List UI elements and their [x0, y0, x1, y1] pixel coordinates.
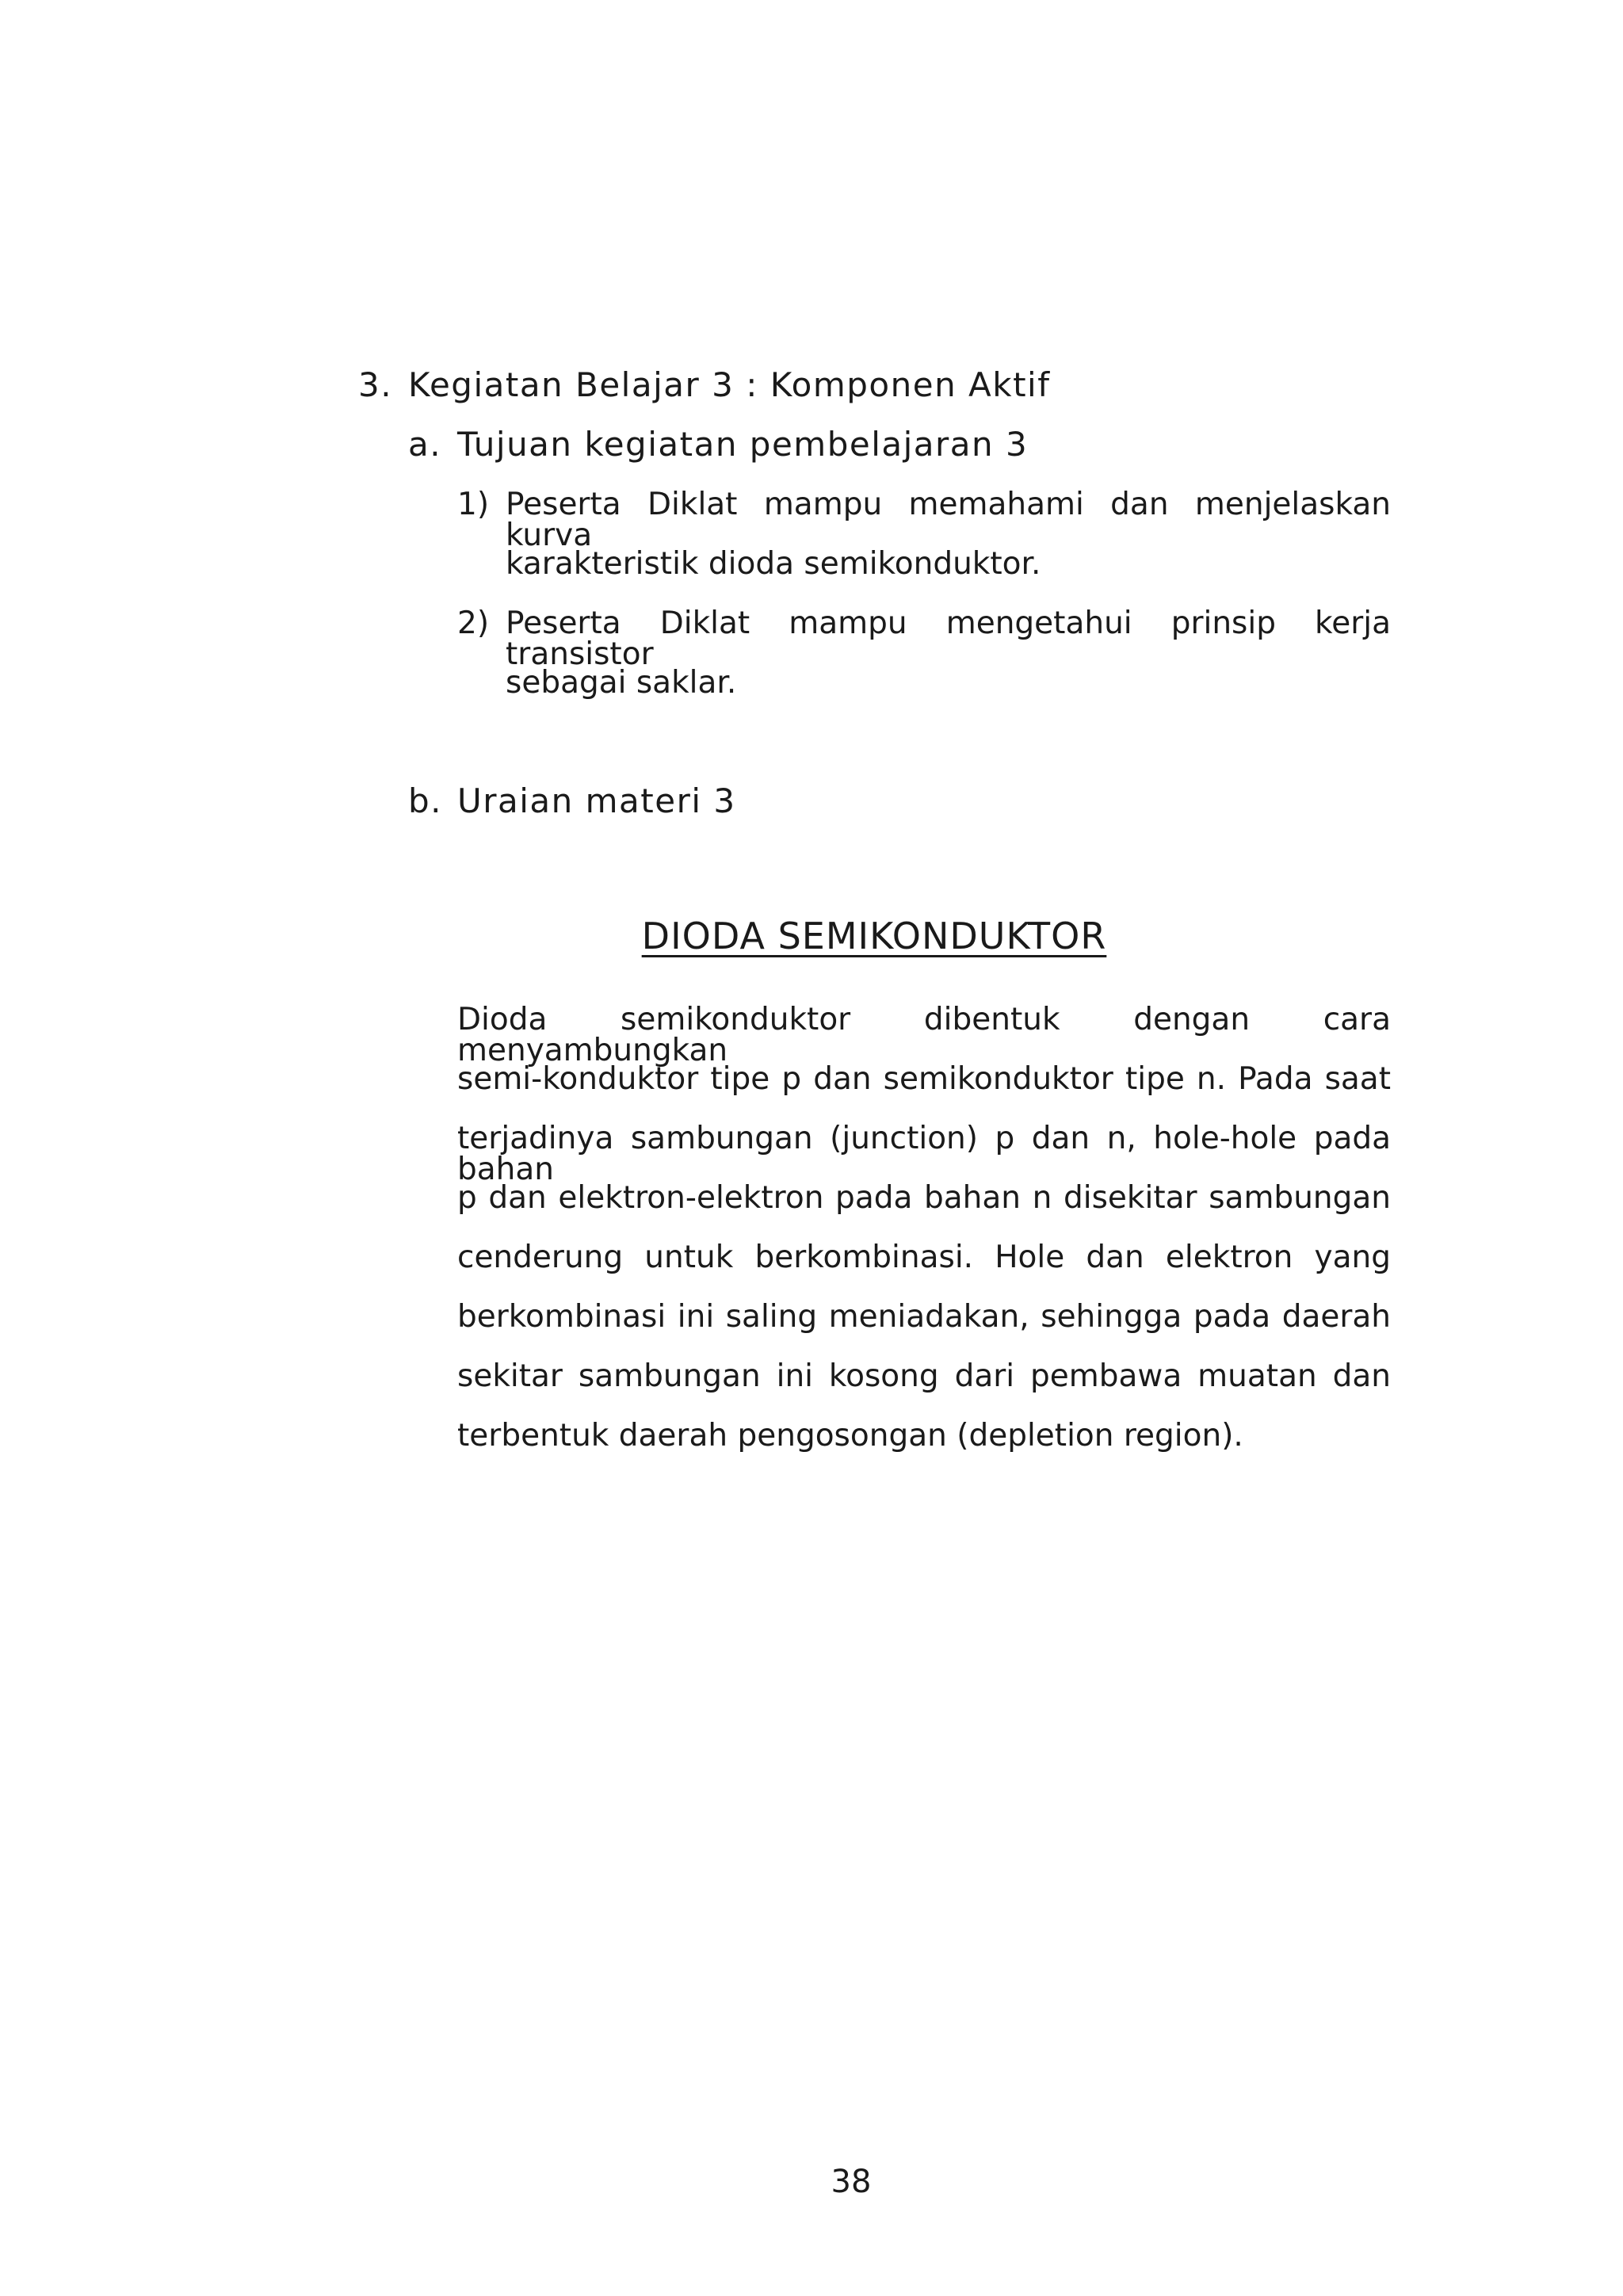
article-title: DIODA SEMIKONDUKTOR: [641, 915, 1107, 957]
objective-2-line-1: Peserta Diklat mampu mengetahui prinsip kerja transistor: [506, 606, 1391, 672]
objective-2-line-2: sebagai saklar.: [506, 665, 737, 701]
objective-2-number: 2): [457, 606, 490, 641]
section-number: 3.: [358, 365, 393, 404]
subsection-a-letter: a.: [408, 425, 442, 464]
paragraph-line-3: terjadinya sambungan (junction) p dan n, hole-hole pada bahan: [457, 1121, 1391, 1187]
page-number: 38: [831, 2164, 872, 2200]
section-title: Kegiatan Belajar 3 : Komponen Aktif: [408, 365, 1051, 404]
paragraph-line-4: p dan elektron-elektron pada bahan n disekitar sambungan: [457, 1180, 1391, 1216]
paragraph-line-8: terbentuk daerah pengosongan (depletion region).: [457, 1418, 1243, 1454]
paragraph-line-1: Dioda semikonduktor dibentuk dengan cara menyambungkan: [457, 1002, 1391, 1068]
paragraph-line-2: semi-konduktor tipe p dan semikonduktor tipe n. Pada saat: [457, 1061, 1391, 1097]
objective-1-line-1: Peserta Diklat mampu memahami dan menjelaskan kurva: [506, 487, 1391, 553]
subsection-b-title: Uraian materi 3: [457, 781, 736, 820]
objective-1-number: 1): [457, 487, 490, 522]
paragraph-line-5: cenderung untuk berkombinasi. Hole dan elektron yang: [457, 1240, 1391, 1275]
subsection-a-title: Tujuan kegiatan pembelajaran 3: [457, 425, 1029, 464]
objective-1-line-2: karakteristik dioda semikonduktor.: [506, 546, 1041, 582]
paragraph-line-7: sekitar sambungan ini kosong dari pembawa muatan dan: [457, 1358, 1391, 1394]
paragraph-line-6: berkombinasi ini saling meniadakan, sehingga pada daerah: [457, 1299, 1391, 1335]
article-title-wrapper: [63, 915, 1623, 957]
subsection-b-letter: b.: [408, 781, 443, 820]
